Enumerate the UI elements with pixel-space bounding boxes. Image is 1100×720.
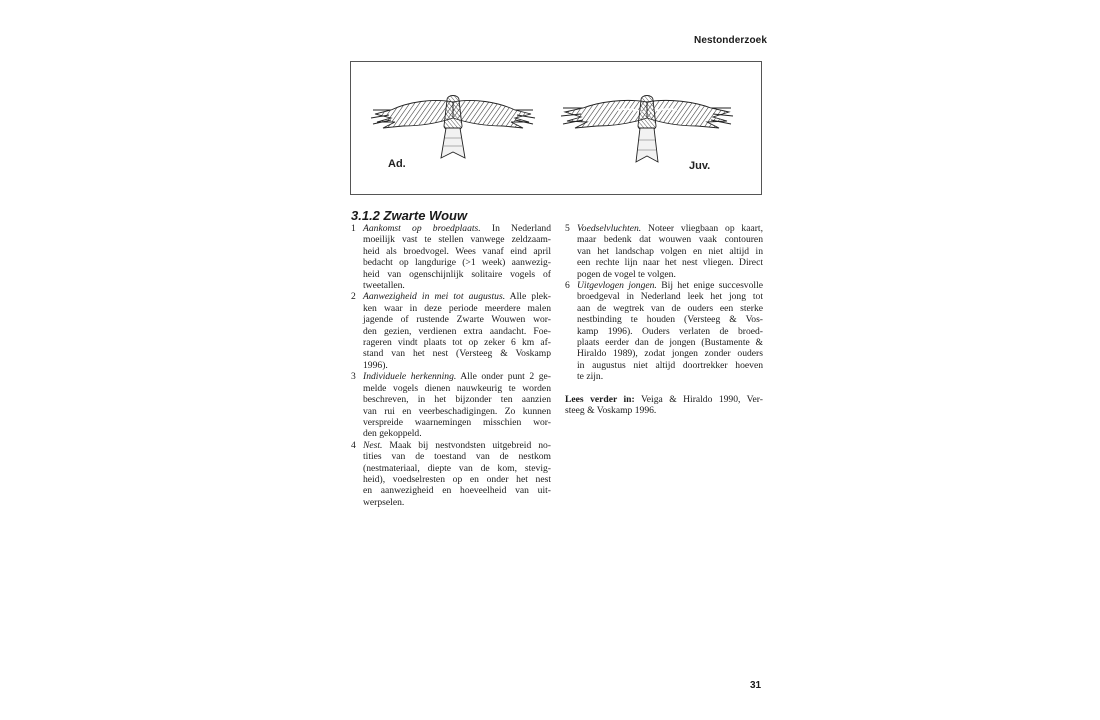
list-item-text: In Nederland [480, 223, 552, 234]
figure-illustration [351, 62, 763, 196]
kite-adult-silhouette-icon [371, 96, 535, 159]
list-item [351, 291, 551, 371]
list-item-text: nestbinding te houden (Versteeg & Vos- [577, 314, 763, 326]
further-reading-text: steeg & Voskamp 1996. [565, 405, 657, 417]
list-item-text: van rui en veerbeschadigingen. Zo kunnen [363, 405, 551, 417]
list-item [565, 280, 763, 383]
list-item-text: stand van het nest (Versteeg & Voskamp [363, 348, 551, 360]
list-item-text: en aanwezigheid en hoeveelheid van uit- [363, 485, 551, 497]
list-item-lead: Voedselvluchten. [577, 223, 642, 234]
text-column-right [565, 223, 763, 417]
list-item-text: heid van ogenschijnlijk solitaire vogels of [363, 268, 551, 280]
list-item-text: heid), voedselresten op en onder het nest [363, 473, 551, 485]
list-item-text: ken waar in deze periode meerdere malen [363, 302, 551, 314]
list-item-text: verspreide waarnemingen misschien wor- [363, 416, 551, 428]
list-item-lead: Nest. [363, 439, 383, 451]
list-item-text: Alle plek- [505, 291, 551, 303]
list-item-lead: Aanwezigheid in mei tot augustus. [363, 291, 506, 303]
list-item-text: tities van de toestand van de nestkom [363, 451, 551, 463]
list-item [351, 440, 551, 508]
list-item-text: pogen de vogel te volgen. [577, 268, 676, 280]
list-item-text: Bij het enige succesvolle [656, 280, 763, 292]
list-item-text: een rechte lijn naar het nest vliegen. Direct [577, 257, 763, 269]
list-item-text: 1996). [363, 359, 388, 371]
list-item-text: Noteer vliegbaan op kaart, [641, 223, 763, 234]
list-item-text: maar bedenk dat wouwen vaak contouren [577, 234, 763, 246]
list-item [351, 223, 551, 291]
list-item-text: (nestmateriaal, diepte van de kom, stevig- [363, 462, 551, 474]
list-item-text: te zijn. [577, 371, 604, 383]
figure-label-juvenile: Juv. [689, 160, 711, 172]
list-item-number: 1 [351, 223, 356, 234]
list-item [351, 371, 551, 439]
further-reading [565, 394, 763, 417]
list-item-text: in augustus niet altijd doortrekker hoeven [577, 359, 763, 371]
page-number: 31 [750, 680, 762, 691]
list-item-text: den gezien, verdienen extra aandacht. Foe- [363, 325, 551, 337]
list-item-text: broedgeval in Nederland leek het jong tot [577, 291, 763, 303]
kite-juvenile-silhouette-icon [561, 96, 733, 163]
list-item-text: van het landschap volgen en niet altijd in [577, 245, 763, 257]
further-reading-text: Veiga & Hiraldo 1990, Ver- [634, 393, 763, 405]
list-item [565, 223, 763, 280]
list-item-text: melde vogels dienen nauwkeurig te worden [363, 382, 551, 394]
list-item-text: plaats eerder dan de jongen (Bustamente & [577, 337, 763, 349]
figure-box [350, 61, 762, 195]
list-item-text: heid als broedvogel. Wees vanaf eind april [363, 245, 551, 257]
list-item-lead: Uitgevlogen jongen. [577, 280, 657, 292]
list-item-text: jagende of rustende Zwarte Wouwen wor- [363, 314, 551, 326]
section-title: 3.1.2 Zwarte Wouw [351, 208, 468, 223]
list-item-number: 5 [565, 223, 570, 234]
list-item-number: 4 [351, 439, 356, 451]
list-item-text: Alle onder punt 2 ge- [456, 371, 552, 383]
list-item-text: werpselen. [363, 496, 405, 508]
list-item-number: 2 [351, 291, 356, 303]
list-item-text: kamp 1996). Ouders verlaten de broed- [577, 325, 763, 337]
list-item-lead: Individuele herkenning. [363, 371, 457, 383]
list-item-text: moeilijk vast te stellen vanwege zeldzaam- [363, 234, 551, 246]
list-item-text: rageren vindt plaats tot op zeker 6 km af- [363, 337, 551, 349]
figure-label-adult: Ad. [388, 158, 406, 170]
list-item-number: 6 [565, 280, 570, 292]
list-item-text: tweetallen. [363, 280, 405, 292]
list-item-text: bedacht op langdurige (>1 week) aanwezig- [363, 257, 551, 269]
list-item-text: Maak bij nestvondsten uitgebreid no- [382, 439, 551, 451]
running-header: Nestonderzoek [694, 35, 767, 46]
further-reading-lead: Lees verder in: [565, 393, 635, 405]
list-item-lead: Aankomst op broedplaats. [363, 223, 481, 234]
text-column-left [351, 223, 551, 508]
list-item-text: den gekoppeld. [363, 428, 422, 440]
list-item-text: aan de wegtrek van de ouders een sterke [577, 302, 763, 314]
list-item-number: 3 [351, 371, 356, 383]
list-item-text: beschreven, in het bijzonder ten aanzien [363, 394, 551, 406]
list-item-text: Hiraldo 1989), zodat jongen zonder ouders [577, 348, 763, 360]
